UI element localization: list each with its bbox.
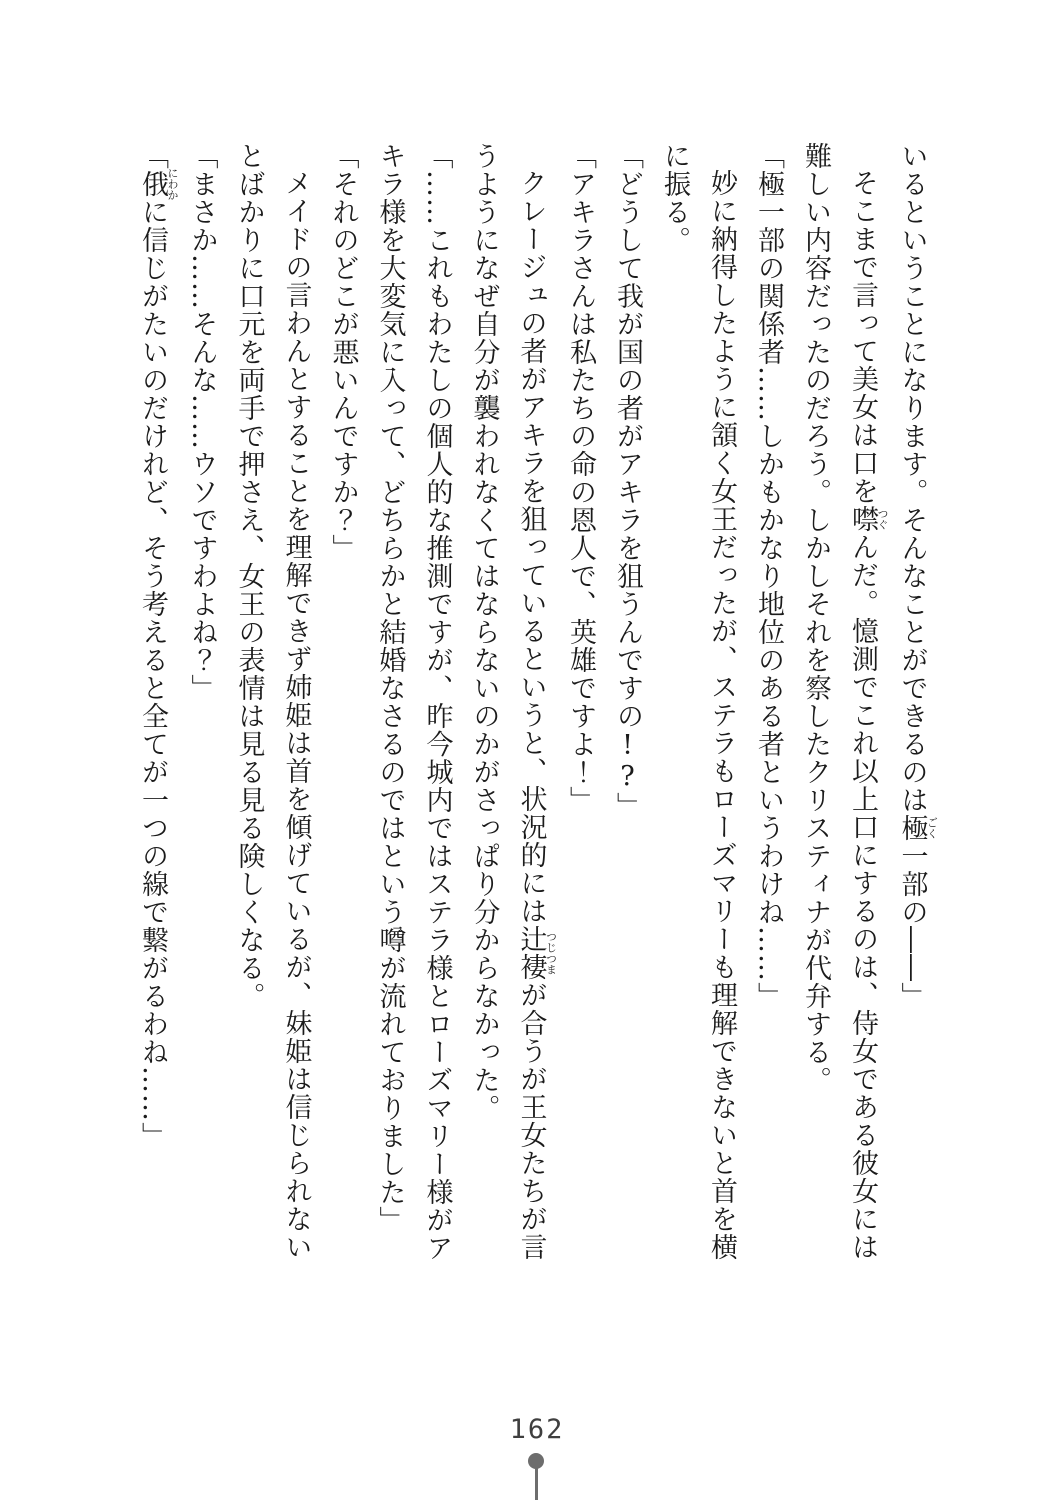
- upright-punctuation: !?: [612, 730, 643, 792]
- text-line: キラ様を大変気に入って、どちらかと結婚なさるのではという噂が流れておりました」: [374, 142, 406, 1234]
- text-line: に振る。: [659, 142, 690, 254]
- text-line: 妙に納得したように頷く女王だったが、ステラもローズマリーも理解できないと首を横: [706, 169, 737, 1261]
- text-line: クレージュの者がアキラを狙っているというと、状況的には辻褄つじつまが合うが王女たちが言: [515, 169, 558, 1261]
- text-line: いるということになります。そんなことができるのは極ごく一部の――」: [896, 142, 939, 1010]
- text-line: とばかりに口元を両手で押さえ、女王の表情は見る見る険しくなる。: [233, 142, 265, 1010]
- text-line: 「それのどこが悪いんですか？」: [327, 142, 359, 562]
- furigana-annotated-word: 噤つぐ: [847, 505, 889, 533]
- text-line: 「どうして我が国の者がアキラを狙うんですの!?」: [612, 142, 643, 820]
- text-line: そこまで言って美女は口を噤つぐんだ。憶測でこれ以上口にするのは、侍女である彼女には: [847, 169, 889, 1261]
- text-line: 「アキラさんは私たちの命の恩人で、英雄ですよ！」: [565, 142, 596, 814]
- page-number: 162: [509, 1414, 565, 1445]
- furigana-annotated-word: 辻褄つじつま: [515, 925, 558, 981]
- furigana-annotated-word: 俄にわか: [137, 167, 179, 201]
- text-line: 「俄にわかに信じがたいのだけれど、そう考えると全てが一つの線で繋がるわね……」: [137, 142, 179, 1150]
- text-line: うようになぜ自分が襲われなくてはならないのかがさっぱり分からなかった。: [468, 142, 500, 1122]
- text-line: 「まさか……そんな……ウソですわよね？」: [186, 142, 218, 702]
- text-line: 難しい内容だったのだろう。しかしそれを察したクリスティナが代弁する。: [800, 142, 831, 1094]
- bookmark-stem-icon: [535, 1461, 538, 1500]
- text-line: 「極一部の関係者……しかもかなり地位のある者というわけね……」: [753, 142, 784, 1010]
- page-text-column-block: [129, 142, 938, 1266]
- text-line: 「……これもわたしの個人的な推測ですが、昨今城内ではステラ様とローズマリー様がア: [421, 142, 453, 1262]
- text-line: メイドの言わんとすることを理解できず姉姫は首を傾げているが、妹姫は信じられない: [280, 169, 312, 1261]
- furigana-annotated-word: 極ごく: [896, 814, 939, 842]
